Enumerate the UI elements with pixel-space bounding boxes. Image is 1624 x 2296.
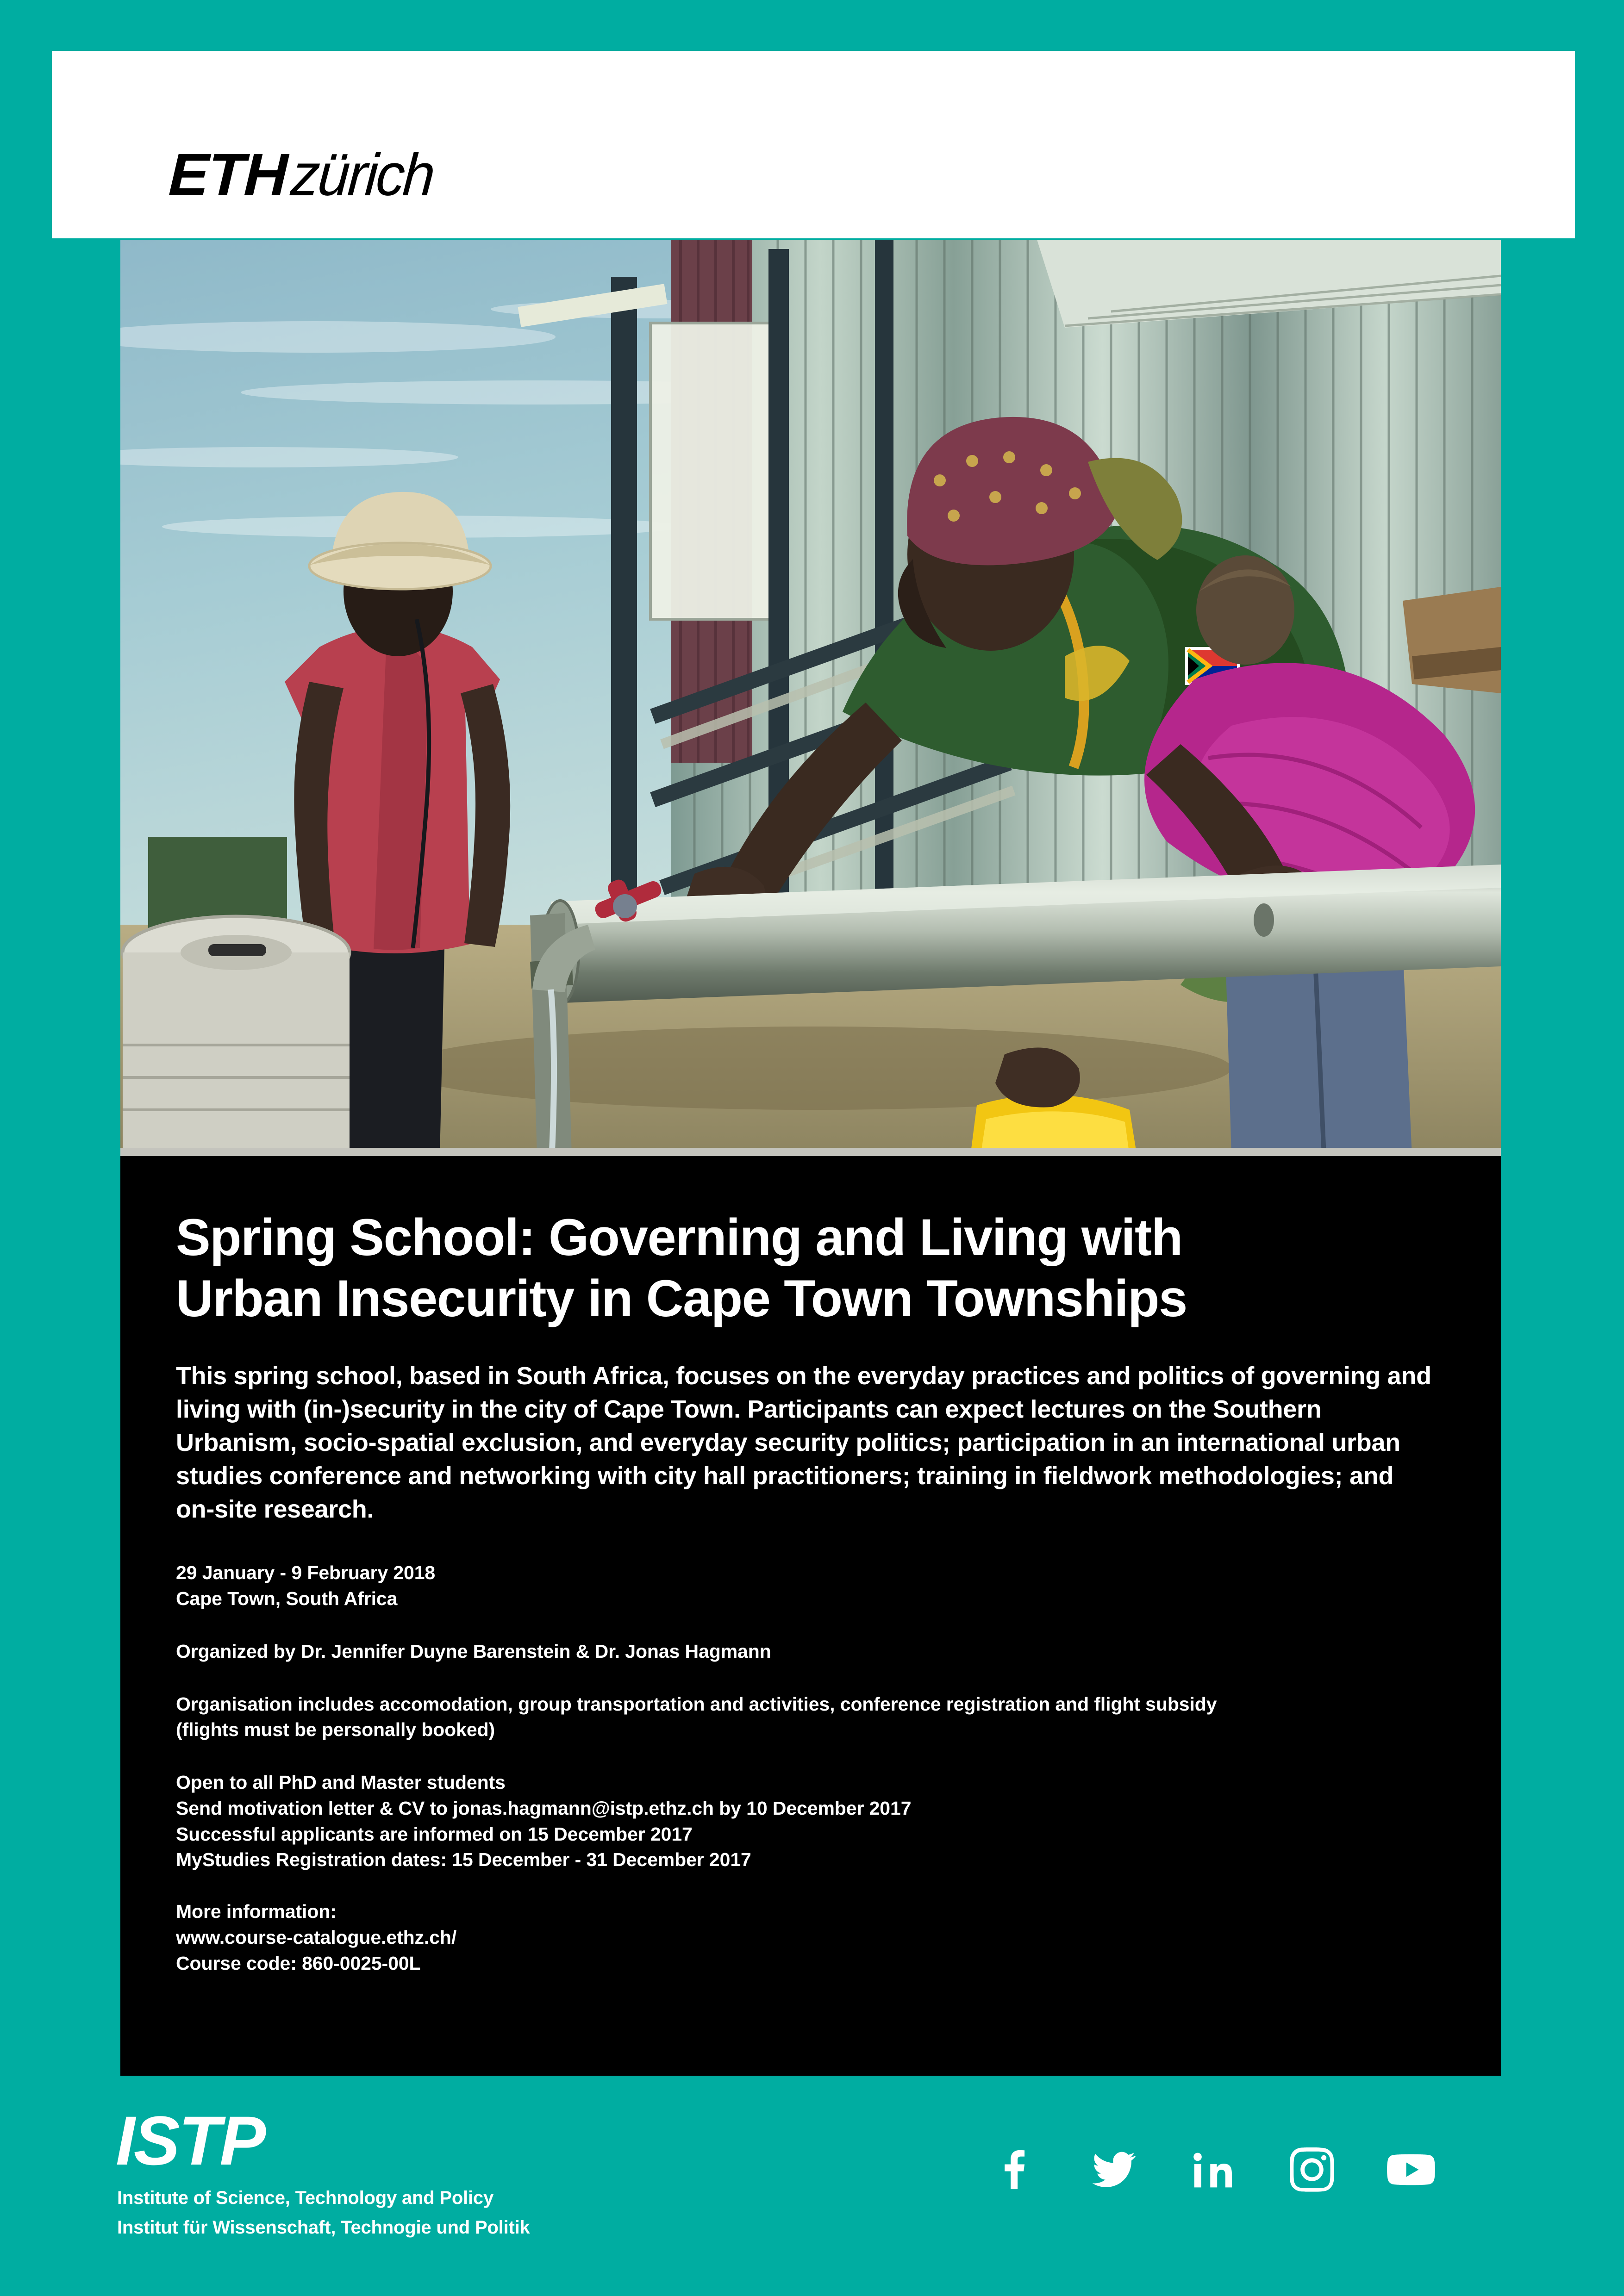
organizers bbox=[176, 1639, 1445, 1665]
organisation-line-2: (flights must be personally booked) bbox=[176, 1719, 495, 1741]
event-location: Cape Town, South Africa bbox=[176, 1588, 398, 1610]
social-links bbox=[991, 2142, 1477, 2197]
notification-line: Successful applicants are informed on 15 December 2017 bbox=[176, 1823, 693, 1845]
organisation-line-1: Organisation includes accomodation, group transportation and activities, conference registration and flight subsidy bbox=[176, 1693, 1217, 1715]
header-band bbox=[52, 51, 1575, 238]
twitter-icon[interactable] bbox=[1090, 2146, 1138, 2194]
description-paragraph: This spring school, based in South Africa, focuses on the everyday practices and politics of governing and living with (in-)security in the city of Cape Town. Participants can expect lectures on the Southern Urbanism, socio-spatial exclusion, and everyday security politics; participation in an international urban studies conference and networking with city hall practitioners; training in fieldwork methodologies; and on-site research. bbox=[176, 1362, 1431, 1523]
eth-logo-city: zürich bbox=[289, 142, 436, 209]
hero-photo-illustration bbox=[120, 240, 1501, 1156]
registration-line: MyStudies Registration dates: 15 December - 31 December 2017 bbox=[176, 1849, 751, 1871]
content-panel bbox=[120, 1156, 1501, 2076]
youtube-icon[interactable] bbox=[1387, 2146, 1435, 2194]
page-title-line-1: Spring School: Governing and Living with bbox=[176, 1208, 1182, 1266]
istp-name-german: Institut für Wissenschaft, Technogie und Politik bbox=[117, 2217, 530, 2238]
more-information-label: More information: bbox=[176, 1901, 337, 1923]
eligibility-line: Open to all PhD and Master students bbox=[176, 1772, 506, 1793]
application-line: Send motivation letter & CV to jonas.hagmann@istp.ethz.ch by 10 December 2017 bbox=[176, 1797, 912, 1819]
instagram-icon[interactable] bbox=[1288, 2146, 1336, 2194]
water-drum bbox=[123, 916, 350, 1156]
eth-zurich-logo bbox=[168, 141, 436, 209]
more-information bbox=[176, 1899, 1445, 1976]
eth-logo-mark: ETH bbox=[168, 141, 288, 208]
event-details bbox=[176, 1560, 1445, 1612]
istp-name-english: Institute of Science, Technology and Policy bbox=[117, 2188, 494, 2208]
facebook-icon[interactable] bbox=[991, 2146, 1039, 2194]
linkedin-icon[interactable] bbox=[1189, 2146, 1237, 2194]
application-info bbox=[176, 1770, 1445, 1873]
organizers-line: Organized by Dr. Jennifer Duyne Barenstein & Dr. Jonas Hagmann bbox=[176, 1640, 771, 1662]
page-title bbox=[176, 1207, 1445, 1329]
course-code: Course code: 860-0025-00L bbox=[176, 1952, 421, 1974]
event-dates: 29 January - 9 February 2018 bbox=[176, 1562, 436, 1584]
organisation-includes bbox=[176, 1692, 1445, 1743]
page-title-line-2: Urban Insecurity in Cape Town Townships bbox=[176, 1269, 1187, 1328]
hero-photo bbox=[120, 240, 1501, 1156]
course-catalogue-url[interactable]: www.course-catalogue.ethz.ch/ bbox=[176, 1926, 457, 1948]
istp-logo: ISTP bbox=[116, 2102, 265, 2179]
